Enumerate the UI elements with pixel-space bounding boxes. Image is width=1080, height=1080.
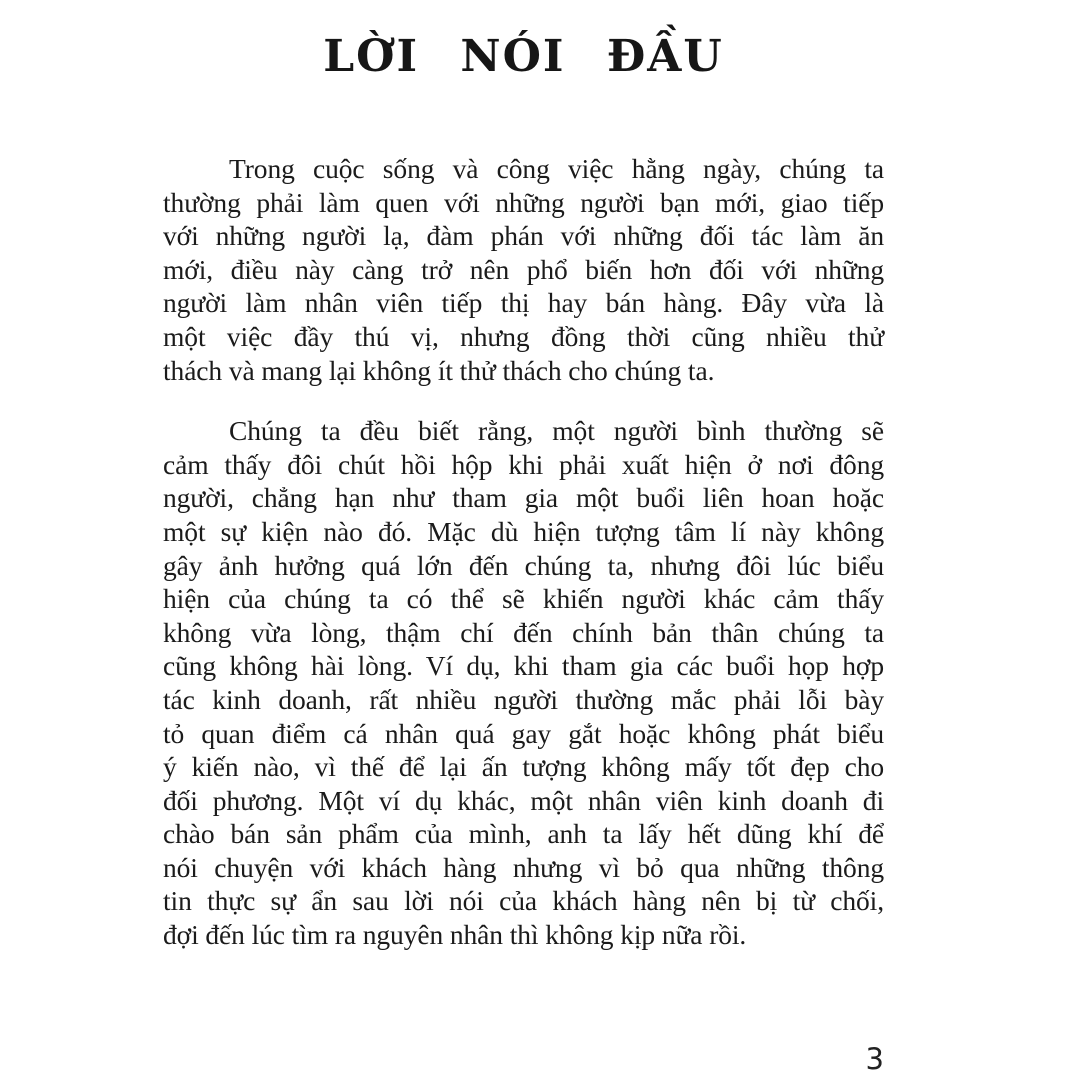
text-line: một sự kiện nào đó. Mặc dù hiện tượng tâm lí này không bbox=[163, 515, 884, 547]
page-number: 3 bbox=[865, 1042, 884, 1076]
text-line: mới, điều này càng trở nên phổ biến hơn đối với những bbox=[163, 253, 884, 285]
text-line: thường phải làm quen với những người bạn mới, giao tiếp bbox=[163, 186, 884, 218]
text-line: tin thực sự ẩn sau lời nói của khách hàng nên bị từ chối, bbox=[163, 885, 884, 917]
text-line: đợi đến lúc tìm ra nguyên nhân thì không kịp nữa rồi. bbox=[163, 919, 747, 951]
text-line: đối phương. Một ví dụ khác, một nhân viên kinh doanh đi bbox=[163, 784, 884, 816]
text-line: người làm nhân viên tiếp thị hay bán hàng. Đây vừa là bbox=[163, 287, 884, 319]
text-line: cũng không hài lòng. Ví dụ, khi tham gia các buổi họp hợp bbox=[163, 650, 884, 682]
text-line: thách và mang lại không ít thử thách cho chúng ta. bbox=[163, 354, 715, 386]
text-line: không vừa lòng, thậm chí đến chính bản thân chúng ta bbox=[163, 616, 884, 648]
text-line: cảm thấy đôi chút hồi hộp khi phải xuất hiện ở nơi đông bbox=[163, 448, 884, 480]
text-line: hiện của chúng ta có thể sẽ khiến người khác cảm thấy bbox=[163, 583, 884, 615]
text-line: tác kinh doanh, rất nhiều người thường mắc phải lỗi bày bbox=[163, 683, 884, 715]
text-line: với những người lạ, đàm phán với những đối tác làm ăn bbox=[163, 220, 884, 252]
text-line: tỏ quan điểm cá nhân quá gay gắt hoặc không phát biểu bbox=[163, 717, 884, 749]
text-line: một việc đầy thú vị, nhưng đồng thời cũng nhiều thử bbox=[163, 320, 884, 352]
text-line: chào bán sản phẩm của mình, anh ta lấy hết dũng khí để bbox=[163, 818, 884, 850]
text-line: Trong cuộc sống và công việc hằng ngày, chúng ta bbox=[229, 153, 884, 184]
page-body bbox=[163, 152, 884, 952]
page-title: LỜI NÓI ĐẦU bbox=[323, 31, 724, 83]
text-line: gây ảnh hưởng quá lớn đến chúng ta, nhưng đôi lúc biểu bbox=[163, 549, 884, 581]
text-line: Chúng ta đều biết rằng, một người bình thường sẽ bbox=[229, 415, 884, 447]
text-line: người, chẳng hạn như tham gia một buổi liên hoan hoặc bbox=[163, 482, 884, 514]
text-line: ý kiến nào, vì thế để lại ấn tượng không mấy tốt đẹp cho bbox=[163, 751, 884, 783]
paragraph bbox=[163, 152, 884, 387]
paragraph bbox=[163, 414, 884, 952]
text-line: nói chuyện với khách hàng nhưng vì bỏ qua những thông bbox=[163, 851, 884, 883]
